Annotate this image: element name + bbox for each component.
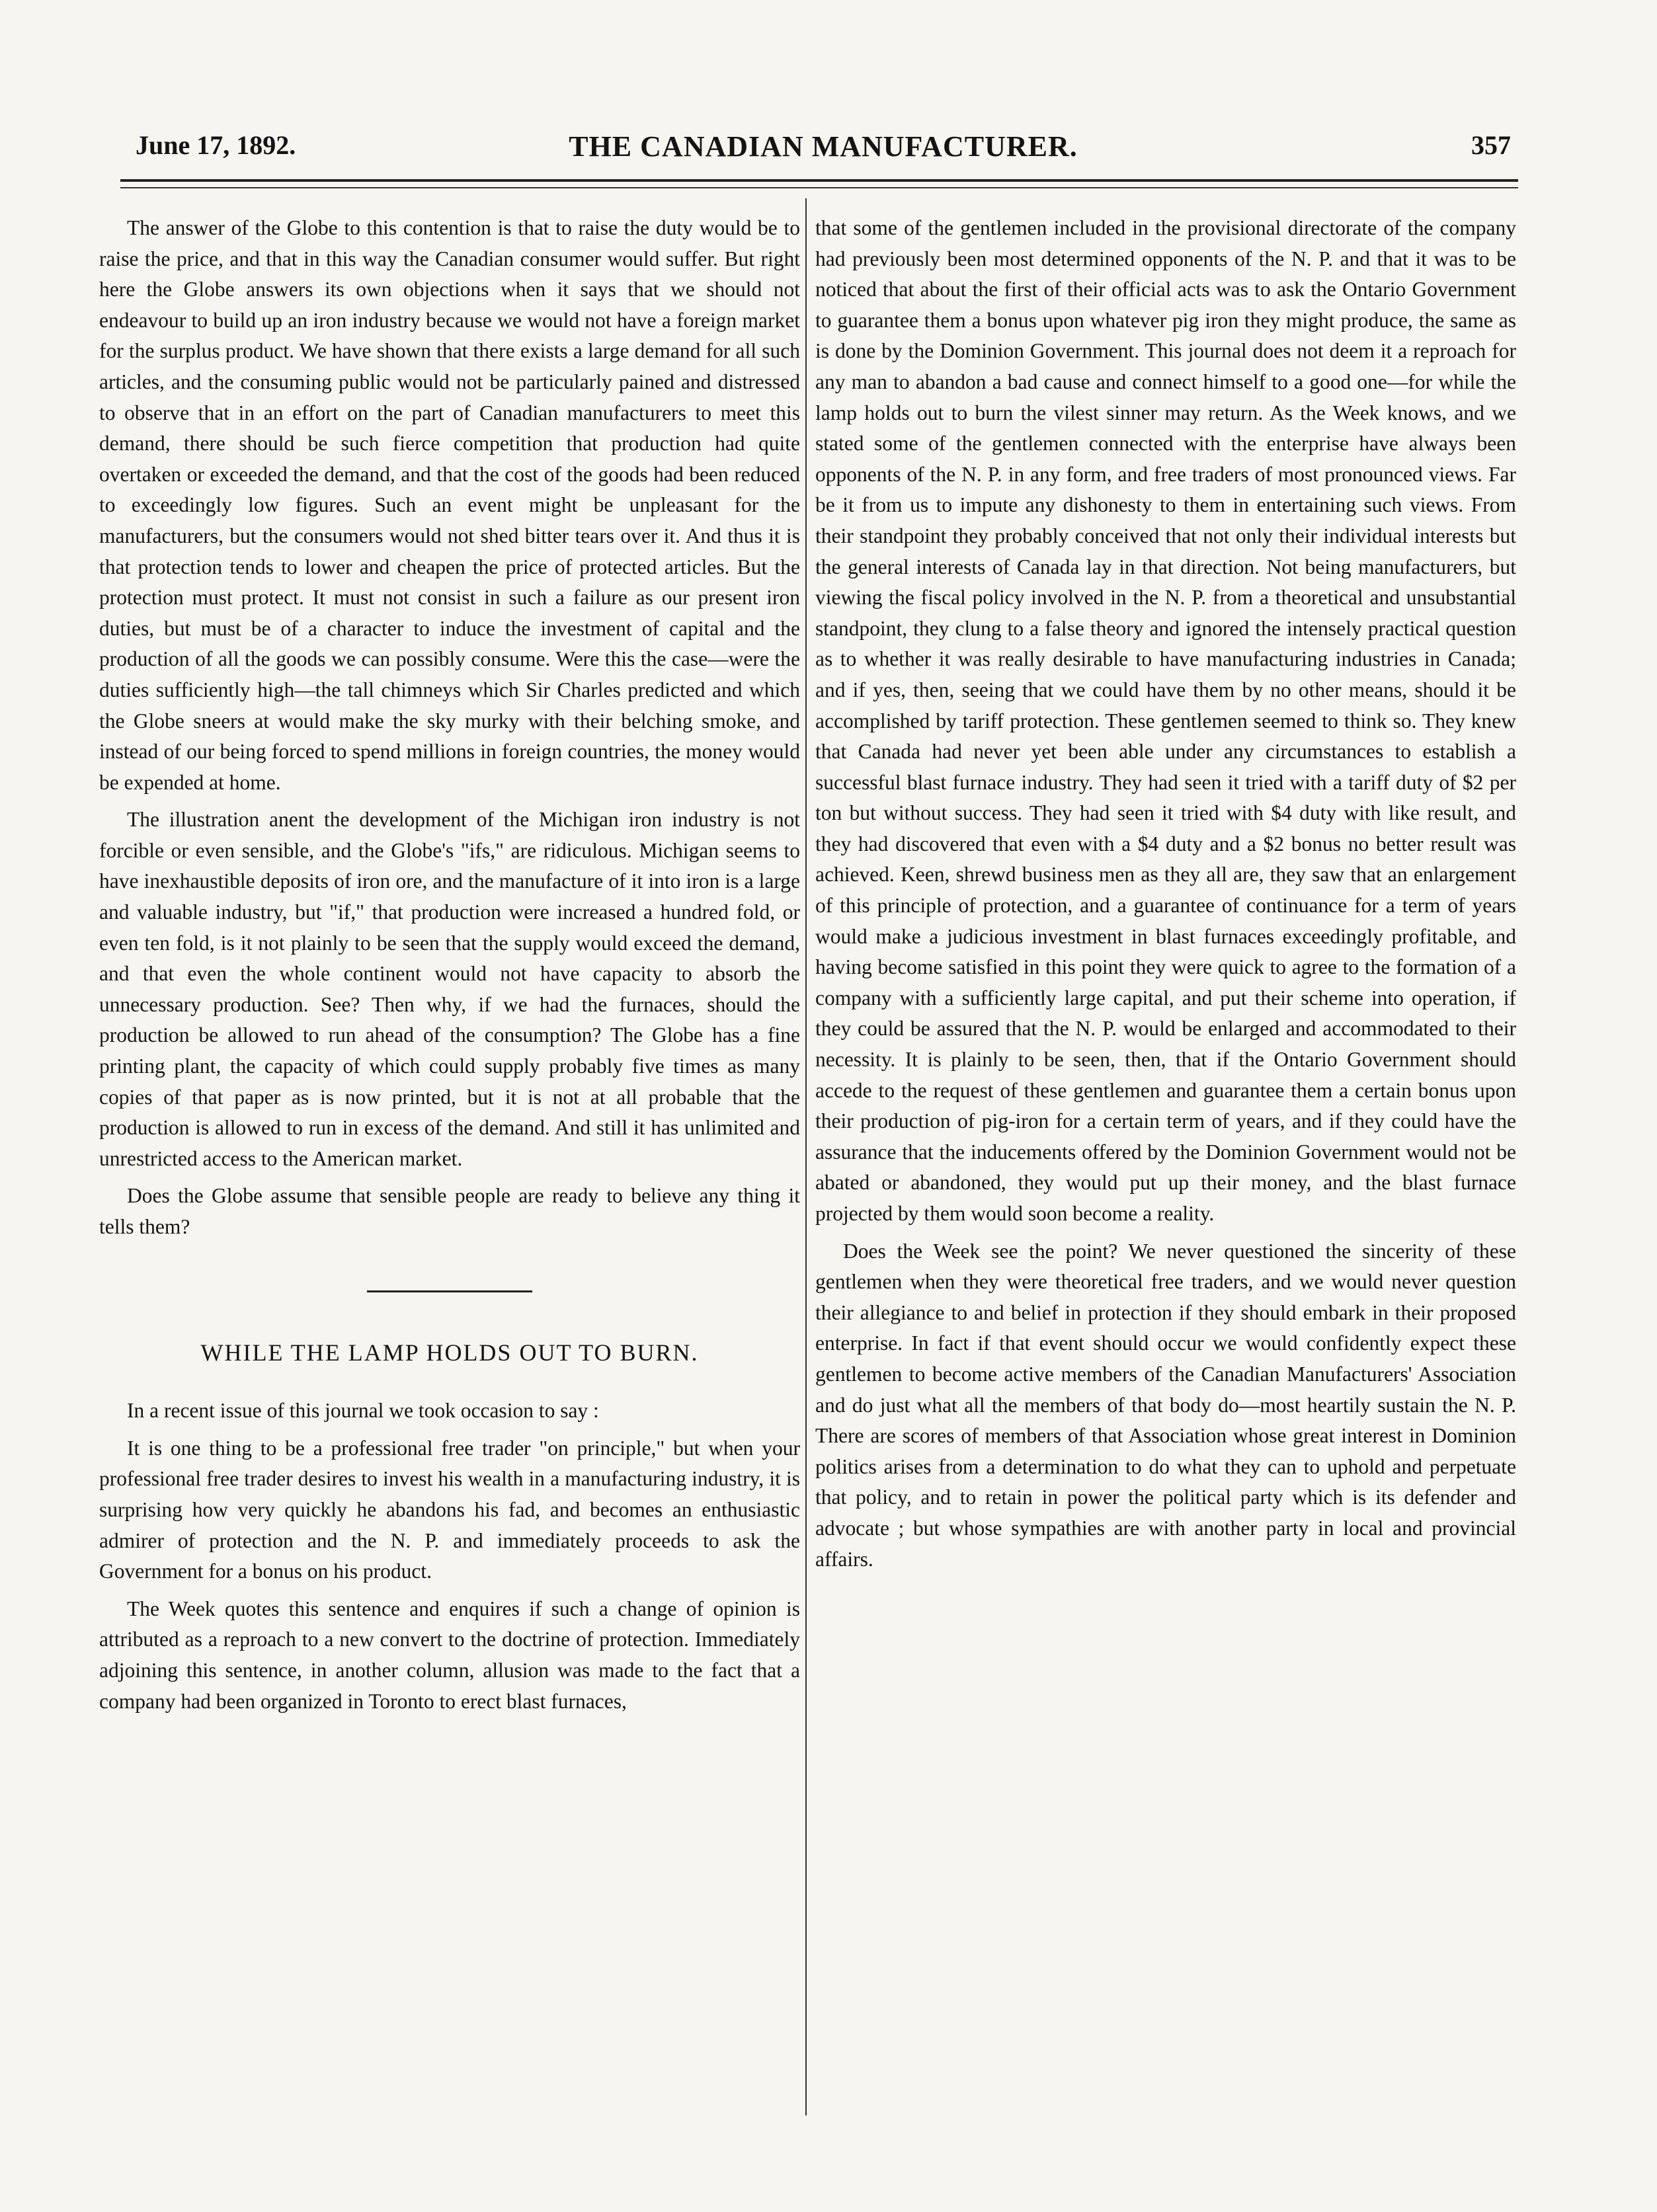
issue-date: June 17, 1892. [136, 130, 296, 160]
page-header [129, 130, 1517, 182]
article-headline: WHILE THE LAMP HOLDS OUT TO BURN. [200, 1339, 699, 1366]
column-divider [805, 198, 807, 2115]
header-rule-thin [120, 187, 1518, 188]
right-column [815, 213, 1516, 1581]
paragraph: The illustration anent the development of the Michigan iron industry is not forcible or even sensible, and the Globe's "ifs," are ridiculous. Michigan seems to have inexhaustible deposits of iron ore, and the manufacture of it into iron is a large and valuable industry, but "if," that production were increased a hundred fold, or even ten fold, is it not plainly to be seen that the supply would exceed the demand, and that even the whole continent would not have capacity to absorb the unnecessary production. See? Then why, if we had the furnaces, should the production be allowed to run ahead of the consumption? The Globe has a fine printing plant, the capacity of which could supply probably five times as many copies of that paper as is now printed, but it is not at all probable that the production is allowed to run in excess of the demand. And still it has unlimited and unrestricted access to the American market. [99, 808, 800, 1170]
paragraph: that some of the gentlemen included in the provisional directorate of the company had previously been most determined opponents of the N. P. and that it was to be noticed that about the first of their official acts was to ask the Ontario Government to guarantee them a bonus upon whatever pig iron they might produce, the same as is done by the Dominion Government. This journal does not deem it a reproach for any man to abandon a bad cause and connect himself to a good one—for while the lamp holds out to burn the vilest sinner may return. As the Week knows, and we stated some of the gentlemen connected with the enterprise have always been opponents of the N. P. in any form, and free traders of most pronounced views. Far be it from us to impute any dishonesty to them in entertaining such views. From their standpoint they probably conceived that not only their individual interests but the general interests of Canada lay in that direction. Not being manufacturers, but viewing the fiscal policy involved in the N. P. from a theoretical and unsubstantial standpoint, they clung to a false theory and ignored the intensely practical question as to whether it was really desirable to have manufacturing industries in Canada; and if yes, then, seeing that we could have them by no other means, should it be accomplished by tariff protection. These gentlemen seemed to think so. They knew that Canada had never yet been able under any circumstances to establish a successful blast furnace industry. They had seen it tried with a tariff duty of $2 per ton but without success. They had seen it tried with $4 duty with like result, and they had discovered that even with a $4 duty and a $2 bonus no better result was achieved. Keen, shrewd business men as they all are, they saw that an enlargement of this principle of protection, and a guarantee of continuance for a term of years would make a judicious investment in blast furnaces exceedingly profitable, and having become satisfied in this point they were quick to agree to the formation of a company with a sufficiently large capital, and put their scheme into operation, if they could be assured that the N. P. would be enlarged and accommodated to their necessity. It is plainly to be seen, then, that if the Ontario Government should accede to the request of these gentlemen and guarantee them a certain bonus upon their production of pig-iron for a certain term of years, and if they could have the assurance that the inducements offered by the Dominion Government would not be abated or abandoned, they would put up their money, and the blast furnace projected by them would soon become a reality. [815, 216, 1516, 1225]
paragraph: Does the Globe assume that sensible people are ready to believe any thing it tells them? [99, 1184, 800, 1238]
header-rule-thick [120, 179, 1518, 182]
paragraph: The answer of the Globe to this contention is that to raise the duty would be to raise the price, and that in this way the Canadian consumer would suffer. But right here the Globe answers its own objections when it says that we should not endeavour to build up an iron industry because we would not have a foreign market for the surplus product. We have shown that there exists a large demand for all such articles, and the consuming public would not be particularly pained and distressed to observe that in an effort on the part of Canadian manufacturers to meet this demand, there should be such fierce competition that production had quite overtaken or exceeded the demand, and that the cost of the goods had been reduced to exceedingly low figures. Such an event might be unpleasant for the manufacturers, but the consumers would not shed bitter tears over it. And thus it is that protection tends to lower and cheapen the price of protected articles. But the protection must protect. It must not consist in such a failure as our present iron duties, but must be of a character to induce the investment of capital and the production of all the goods we can possibly consume. Were this the case—were the duties sufficiently high—the tall chimneys which Sir Charles predicted and which the Globe sneers at would make the sky murky with their belching smoke, and instead of our being forced to spend millions in foreign countries, the money would be expended at home. [99, 216, 800, 794]
paragraph: In a recent issue of this journal we took occasion to say : [127, 1399, 599, 1423]
paragraph: The Week quotes this sentence and enquires if such a change of opinion is attributed as a reproach to a new convert to the doctrine of protection. Immediately adjoining this sentence, in another column, allusion was made to the fact that a company had been organized in Toronto to erect blast furnaces, [99, 1597, 800, 1713]
left-column [99, 213, 800, 1723]
page-number: 357 [1471, 130, 1511, 160]
quoted-paragraph: It is one thing to be a professional free trader "on principle," but when your professional free trader desires to invest his wealth in a manufacturing industry, it is surprising how very quickly he abandons his fad, and becomes an enthusiastic admirer of protection and the N. P. and immediately proceeds to ask the Government for a bonus on his product. [99, 1436, 800, 1583]
paragraph: Does the Week see the point? We never questioned the sincerity of these gentlemen when they were theoretical free traders, and we would never question their allegiance to and belief in protection if they should embark in their proposed enterprise. In fact if that event should occur we would confidently expect these gentlemen to become active members of the Canadian Manufacturers' Association and do just what all the members of that body do—most heartily sustain the N. P. There are scores of members of that Association whose great interest in Dominion politics arises from a determination to do what they can to uphold and perpetuate that policy, and to retain in power the political party which is its defender and advocate ; but whose sympathies are with another party in local and provincial affairs. [815, 1239, 1516, 1571]
publication-title: THE CANADIAN MANUFACTURER. [569, 130, 1078, 163]
section-separator [367, 1290, 532, 1292]
